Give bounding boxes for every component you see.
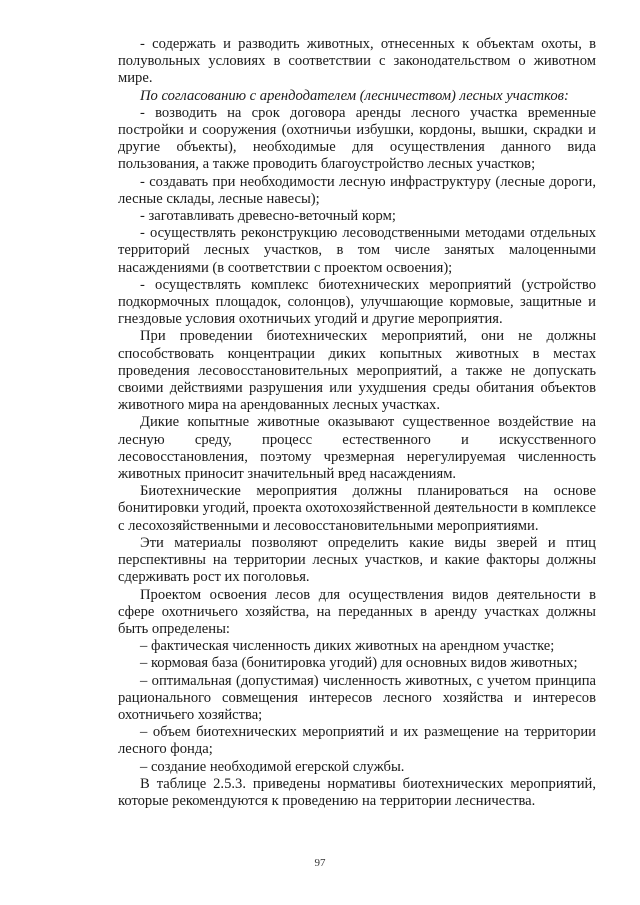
paragraph-development-project: Проектом освоения лесов для осуществления видов деятельности в сфере охотничьего хозяйства, на переданных в аренду участках должны быть определены: <box>118 586 596 637</box>
paragraph-planning-basis: Биотехнические мероприятия должны планироваться на основе бонитировки угодий, проекта охотохозяйственной деятельности в комплексе с лесохозяйственными и лесовосстановительными мероприятиями. <box>118 483 596 534</box>
list-item-optimal-population: – оптимальная (допустимая) численность животных, с учетом принципа рационального совмещения интересов лесного хозяйства и интересов охотничьего хозяйства; <box>118 672 596 723</box>
paragraph-biotechnical-complex: - осуществлять комплекс биотехнических мероприятий (устройство подкормочных площадок, солонцов), улучшающие кормовые, защитные и гнездовые условия охотничьих угодий и другие мероприятия. <box>118 276 596 328</box>
paragraph-agreement-heading: По согласованию с арендодателем (лесничеством) лесных участков: <box>140 87 569 104</box>
list-item-actual-population: – фактическая численность диких животных на арендном участке; <box>140 638 555 655</box>
paragraph-hunting-objects: - содержать и разводить животных, отнесенных к объектам охоты, в полувольных условиях в соответствии с законодательством о животном мире. <box>118 36 596 87</box>
paragraph-reconstruction: - осуществлять реконструкцию лесоводственными методами отдельных территорий лесных участков, в том числе занятых малоценными насаждениями (в соответствии с проектом освоения); <box>118 225 596 276</box>
paragraph-forest-infrastructure: - создавать при необходимости лесную инфраструктуру (лесные дороги, лесные склады, лесные навесы); <box>118 173 596 207</box>
list-item-feed-base: – кормовая база (бонитировка угодий) для основных видов животных; <box>140 655 578 672</box>
paragraph-browse-fodder: - заготавливать древесно-веточный корм; <box>140 208 396 225</box>
paragraph-materials: Эти материалы позволяют определить какие виды зверей и птиц перспективны на территории лесных участков, и какие факторы должны сдерживать рост их поголовья. <box>118 534 596 586</box>
list-item-biotechnical-volume: – объем биотехнических мероприятий и их размещение на территории лесного фонда; <box>118 724 596 758</box>
paragraph-temporary-buildings: - возводить на срок договора аренды лесного участка временные постройки и сооружения (охотничьи избушки, кордоны, вышки, скрадки и другие объекты), необходимые для осуществления данного вида пользования, а также проводить благоустройство лесных участков; <box>118 104 596 173</box>
paragraph-wild-ungulates: Дикие копытные животные оказывают существенное воздействие на лесную среду, процесс естественного и искусственного лесовосстановления, поэтому чрезмерная нерегулируемая численность животных приносит значительный вред насаждениям. <box>118 414 596 483</box>
paragraph-biotechnical-measures: При проведении биотехнических мероприятий, они не должны способствовать концентрации диких копытных животных в местах проведения лесовосстановительных мероприятий, а также не допускать своими действиями разрушения или ухудшения среды обитания объектов животного мира на арендованных лесных участках. <box>118 328 596 414</box>
body-text <box>118 36 596 810</box>
page-number: 97 <box>314 857 326 869</box>
list-item-ranger-service: – создание необходимой егерской службы. <box>140 758 405 775</box>
paragraph-table-reference: В таблице 2.5.3. приведены нормативы биотехнических мероприятий, которые рекомендуются к проведению на территории лесничества. <box>118 775 596 809</box>
